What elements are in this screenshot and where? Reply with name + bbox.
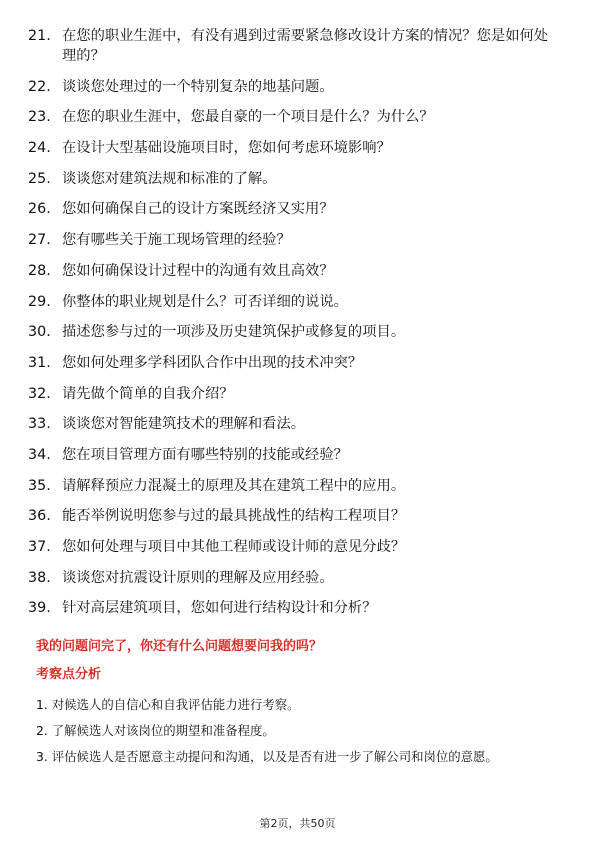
question-number: 32.	[28, 385, 51, 402]
question-item	[28, 230, 558, 250]
question-text: 您有哪些关于施工现场管理的经验？	[62, 232, 291, 249]
question-item	[28, 568, 558, 588]
question-number: 30.	[28, 324, 51, 341]
question-item	[28, 506, 558, 526]
question-number: 35.	[28, 477, 51, 494]
question-item	[28, 261, 558, 281]
question-item	[28, 384, 558, 404]
question-text: 您如何确保设计过程中的沟通有效且高效？	[62, 262, 334, 279]
question-text: 在您的职业生涯中，您最自豪的一个项目是什么？为什么？	[62, 109, 434, 126]
question-text: 谈谈您对智能建筑技术的理解和看法。	[62, 416, 306, 433]
question-number: 39.	[28, 600, 51, 617]
question-text: 描述您参与过的一项涉及历史建筑保护或修复的项目。	[62, 324, 406, 341]
question-item	[28, 26, 558, 66]
question-text: 您如何处理与项目中其他工程师或设计师的意见分歧？	[62, 539, 406, 555]
page-footer: 第2页，共50页	[259, 817, 336, 830]
question-text: 请解释预应力混凝土的原理及其在建筑工程中的应用。	[62, 477, 406, 494]
question-number: 36.	[28, 508, 51, 525]
question-item	[28, 107, 558, 127]
question-number: 38.	[28, 569, 51, 586]
question-text: 您如何确保自己的设计方案既经济又实用？	[62, 201, 334, 218]
question-number: 27.	[28, 232, 51, 249]
question-number: 37.	[28, 539, 51, 555]
question-text: 谈谈您对抗震设计原则的理解及应用经验。	[62, 569, 334, 586]
closing-question: 我的问题问完了，你还有什么问题想要问我的吗？	[36, 639, 323, 654]
analysis-title: 考察点分析	[36, 667, 102, 682]
question-text: 谈谈您对建筑法规和标准的了解。	[62, 170, 277, 187]
question-item	[28, 292, 558, 312]
question-item	[28, 199, 558, 219]
question-text: 你整体的职业规划是什么？可否详细的说说。	[62, 293, 348, 310]
question-item	[28, 598, 558, 618]
question-item	[28, 169, 558, 189]
question-item	[28, 445, 558, 465]
question-number: 23.	[28, 109, 51, 126]
analysis-point: 3. 评估候选人是否愿意主动提问和沟通，以及是否有进一步了解公司和岗位的意愿。	[36, 749, 498, 764]
question-number: 31.	[28, 354, 51, 371]
question-list	[28, 26, 558, 629]
question-number: 21.	[28, 28, 51, 44]
question-text: 能否举例说明您参与过的最具挑战性的结构工程项目？	[62, 508, 406, 525]
question-text: 针对高层建筑项目，您如何进行结构设计和分析？	[62, 600, 377, 617]
question-text: 在设计大型基础设施项目时，您如何考虑环境影响？	[62, 140, 391, 157]
question-item	[28, 138, 558, 158]
question-number: 22.	[28, 78, 51, 95]
analysis-points	[36, 692, 556, 770]
question-number: 29.	[28, 293, 51, 310]
question-text: 您在项目管理方面有哪些特别的技能或经验？	[62, 446, 348, 463]
question-item	[28, 537, 558, 557]
question-number: 25.	[28, 170, 51, 187]
question-item	[28, 322, 558, 342]
analysis-point: 2. 了解候选人对该岗位的期望和准备程度。	[36, 723, 275, 738]
question-text: 您如何处理多学科团队合作中出现的技术冲突？	[62, 354, 363, 371]
question-number: 28.	[28, 262, 51, 279]
question-number: 24.	[28, 140, 51, 157]
question-number: 34.	[28, 446, 51, 463]
question-item	[28, 476, 558, 496]
analysis-point: 1. 对候选人的自信心和自我评估能力进行考察。	[36, 697, 300, 712]
question-item	[28, 414, 558, 434]
question-item	[28, 353, 558, 373]
question-text: 在您的职业生涯中，有没有遇到过需要紧急修改设计方案的情况？您是如何处理的？	[62, 28, 549, 64]
question-number: 33.	[28, 416, 51, 433]
question-text: 请先做个简单的自我介绍？	[62, 385, 234, 402]
question-item	[28, 77, 558, 97]
question-text: 谈谈您处理过的一个特别复杂的地基问题。	[62, 78, 334, 95]
question-number: 26.	[28, 201, 51, 218]
